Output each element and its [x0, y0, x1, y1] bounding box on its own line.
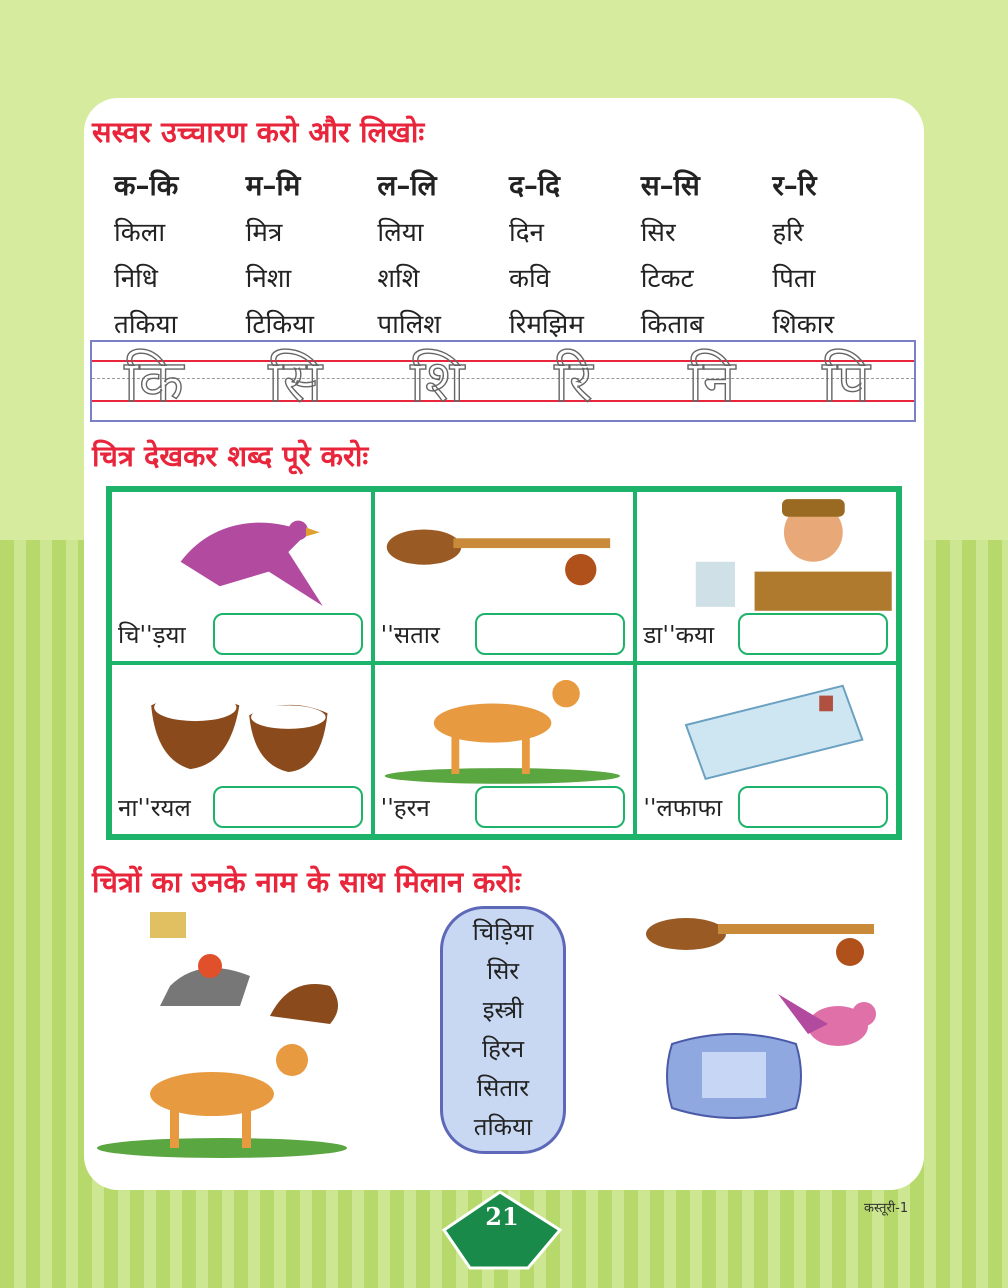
bird-icon	[112, 492, 371, 612]
iron-icon	[140, 906, 350, 1030]
answer-box[interactable]	[213, 613, 363, 655]
word: निधि	[114, 264, 158, 294]
postman-icon	[637, 492, 896, 612]
page-number-badge	[440, 1190, 564, 1270]
picture-box	[373, 490, 636, 663]
word: निशा	[245, 264, 292, 294]
syllable-header-row	[114, 162, 904, 208]
guide-line-dashed	[92, 378, 914, 379]
word: किला	[114, 218, 166, 248]
answer-box[interactable]	[738, 786, 888, 828]
answer-box[interactable]	[738, 613, 888, 655]
book-title: कस्तूरी-1	[864, 1201, 909, 1216]
incomplete-word: चि''ड़या	[118, 621, 186, 649]
section2-title: चित्र देखकर शब्द पूरे करोः	[92, 439, 369, 473]
syllable-header: म–मि	[245, 169, 301, 202]
word-row	[114, 208, 904, 254]
picture-word-grid	[106, 486, 902, 840]
coconut-icon	[112, 665, 371, 785]
picture-box	[110, 490, 373, 663]
picture-box	[635, 663, 898, 836]
tracing-glyph: नि	[688, 347, 736, 415]
picture-box	[373, 663, 636, 836]
answer-box[interactable]	[475, 786, 625, 828]
deer-icon	[375, 665, 634, 785]
word-row	[114, 254, 904, 300]
word: शशि	[377, 264, 420, 294]
incomplete-word: डा''कया	[643, 621, 715, 649]
word: तकिया	[114, 310, 178, 340]
syllable-word-grid	[114, 162, 904, 346]
word: सिर	[640, 218, 676, 248]
word: पिता	[772, 264, 816, 294]
word: कवि	[509, 264, 551, 294]
word: टिकट	[640, 264, 694, 294]
word: दिन	[509, 218, 544, 248]
word: टिकिया	[245, 310, 315, 340]
deer-match-icon	[92, 1030, 352, 1160]
word: रिमझिम	[509, 310, 584, 340]
sitar-icon	[375, 492, 634, 612]
tracing-lines[interactable]	[90, 340, 916, 422]
syllable-header: र–रि	[772, 169, 817, 202]
incomplete-word: ''सतार	[380, 621, 440, 649]
tracing-glyph: सि	[268, 347, 323, 415]
answer-box[interactable]	[475, 613, 625, 655]
syllable-header: द–दि	[509, 169, 561, 202]
picture-box	[635, 490, 898, 663]
match-word: चिड़िया	[472, 918, 534, 946]
word: हरि	[772, 218, 804, 248]
sitar-match-icon	[640, 904, 880, 968]
picture-box	[110, 663, 373, 836]
tracing-glyph: पि	[822, 347, 870, 415]
incomplete-word: ''हरन	[380, 794, 430, 822]
word: किताब	[640, 310, 704, 340]
syllable-header: ल–लि	[377, 169, 437, 202]
match-word: हिरन	[481, 1035, 525, 1063]
section1-title: सस्वर उच्चारण करो और लिखोः	[92, 115, 425, 149]
syllable-header: क–कि	[114, 169, 179, 202]
section3-title: चित्रों का उनके नाम के साथ मिलान करोः	[92, 865, 521, 899]
incomplete-word: ना''रयल	[118, 794, 191, 822]
tracing-glyph: रि	[554, 347, 593, 415]
match-word: सितार	[476, 1074, 530, 1102]
word: शिकार	[772, 310, 835, 340]
match-word: तकिया	[473, 1113, 533, 1141]
tracing-glyph: शि	[410, 347, 465, 415]
tracing-glyph: कि	[124, 347, 184, 415]
match-word: सिर	[486, 957, 520, 985]
pillow-icon	[662, 1024, 806, 1128]
word: लिया	[377, 218, 424, 248]
word: मित्र	[245, 218, 283, 248]
guide-line-bottom	[92, 400, 914, 402]
syllable-header: स–सि	[640, 169, 700, 202]
page-number: 21	[485, 1202, 519, 1231]
word: पालिश	[377, 310, 441, 340]
incomplete-word: ''लफाफा	[643, 794, 723, 822]
guide-line-top	[92, 360, 914, 362]
envelope-icon	[637, 665, 896, 785]
word-cloud	[440, 906, 566, 1154]
match-word: इस्त्री	[482, 996, 524, 1024]
answer-box[interactable]	[213, 786, 363, 828]
